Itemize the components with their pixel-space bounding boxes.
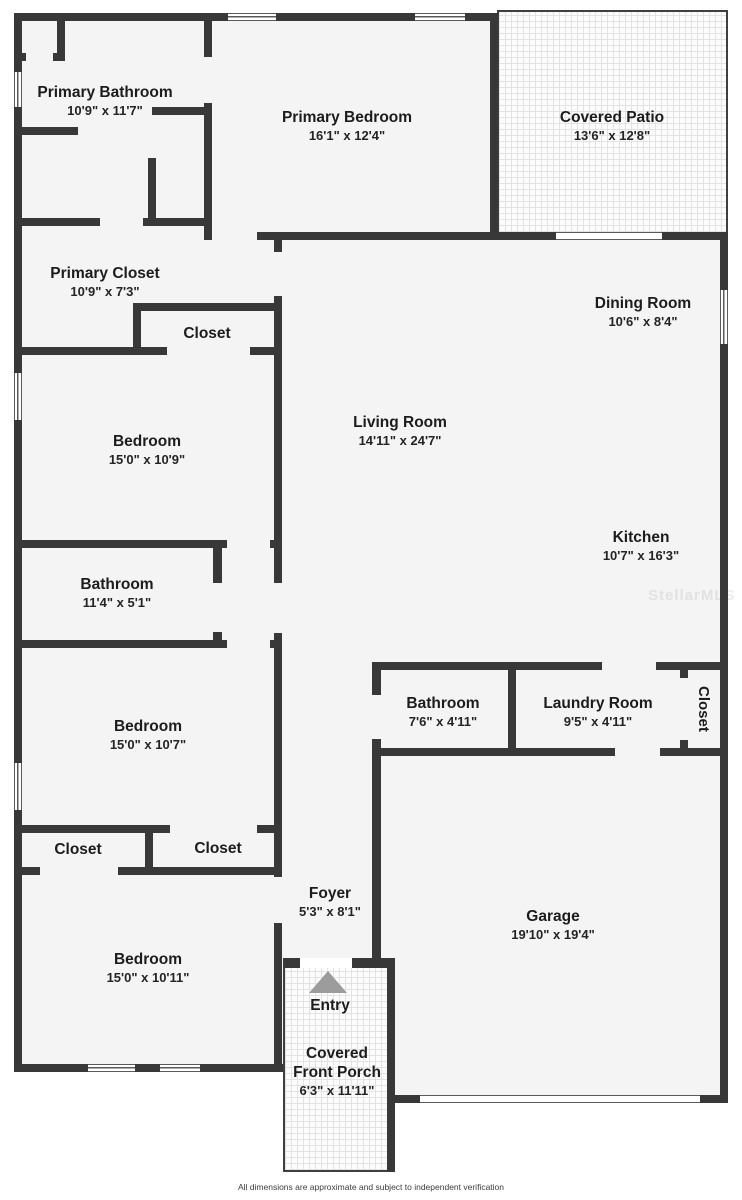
room-dims: 10'9" x 7'3" (70, 284, 140, 299)
door-opening (227, 540, 270, 548)
room-name: Bedroom (113, 951, 183, 968)
sliding-door (556, 232, 662, 240)
door-opening (100, 218, 143, 226)
door-opening (274, 583, 282, 633)
door-opening (170, 825, 257, 833)
door-opening (300, 958, 352, 968)
entry-arrow-icon (309, 971, 347, 993)
door-opening (40, 867, 118, 875)
room-name: Bathroom (80, 576, 154, 593)
room-label-living-room (353, 413, 447, 449)
door-opening (167, 347, 250, 355)
room-label-primary-bedroom (282, 108, 412, 144)
room-dims: 10'6" x 8'4" (608, 314, 678, 329)
window (720, 290, 728, 344)
room-label-bathroom-2 (406, 694, 479, 730)
room-label-closet-bottom-mid (194, 839, 241, 858)
room-dims: 9'5" x 4'11" (563, 714, 633, 729)
wall (490, 13, 498, 240)
room-dims: 6'3" x 11'11" (299, 1083, 375, 1098)
floor-area (283, 660, 383, 972)
door-opening (615, 748, 660, 756)
wall (148, 158, 156, 220)
room-label-laundry-room (543, 694, 652, 730)
window (160, 1064, 200, 1072)
wall (372, 748, 728, 756)
wall (14, 1064, 283, 1072)
room-name: Primary Closet (50, 265, 160, 282)
door-opening (26, 53, 53, 61)
room-name: Primary Bathroom (37, 84, 173, 101)
room-dims: 10'7" x 16'3" (602, 548, 680, 563)
room-name: Bedroom (113, 718, 183, 735)
garage-door (420, 1095, 700, 1103)
room-dims: 10'9" x 11'7" (67, 103, 143, 118)
room-label-closet-right (695, 673, 712, 745)
room-dims: 5'3" x 8'1" (299, 904, 361, 919)
room-label-closet-top (183, 324, 230, 343)
room-label-covered-front-porch (285, 1044, 389, 1099)
window (14, 72, 22, 107)
room-label-bathroom-1 (80, 575, 153, 611)
door-opening (213, 583, 222, 632)
wall (14, 127, 78, 135)
door-opening (602, 662, 656, 670)
room-name: Entry (310, 997, 350, 1014)
room-name: Covered Patio (559, 109, 665, 126)
room-name: Closet (183, 325, 231, 342)
room-name: Living Room (353, 414, 447, 431)
room-dims: 15'0" x 10'11" (106, 970, 190, 985)
room-dims: 15'0" x 10'7" (109, 737, 187, 752)
room-name: Bathroom (406, 695, 480, 712)
room-dims: 19'10" x 19'4" (511, 927, 595, 942)
room-label-garage (511, 907, 595, 943)
wall (372, 756, 381, 963)
door-opening (372, 695, 381, 739)
room-label-entry (310, 996, 350, 1015)
wall (274, 296, 282, 1064)
room-name: Garage (526, 908, 580, 925)
watermark: StellarMLS (648, 587, 736, 604)
room-label-foyer (299, 884, 361, 920)
door-opening (227, 640, 270, 648)
window (228, 13, 276, 21)
door-opening (204, 57, 212, 103)
wall (508, 662, 516, 756)
wall (204, 13, 212, 240)
disclaimer-text: All dimensions are approximate and subject to independent verification (237, 1182, 505, 1192)
wall (133, 303, 282, 311)
room-label-dining-room (595, 294, 691, 330)
room-name: Closet (695, 686, 712, 732)
wall (372, 662, 728, 670)
room-name: Covered Front Porch (293, 1045, 381, 1081)
room-name: Laundry Room (543, 695, 653, 712)
room-dims: 15'0" x 10'9" (108, 452, 186, 467)
room-name: Kitchen (612, 529, 670, 546)
room-label-bedroom-2 (110, 717, 186, 753)
room-label-covered-patio (560, 108, 664, 144)
window (14, 763, 22, 810)
room-label-bedroom-1 (109, 432, 185, 468)
room-label-bedroom-3 (107, 950, 190, 986)
room-label-closet-bottom-left (54, 840, 101, 859)
room-name: Closet (54, 841, 102, 858)
room-name: Bedroom (112, 433, 182, 450)
window (88, 1064, 135, 1072)
room-dims: 13'6" x 12'8" (573, 128, 651, 143)
room-dims: 16'1" x 12'4" (308, 128, 386, 143)
wall (274, 240, 282, 252)
room-name: Foyer (308, 885, 352, 902)
door-opening (680, 678, 688, 740)
room-dims: 11'4" x 5'1" (82, 595, 152, 610)
room-name: Closet (194, 840, 242, 857)
room-dims: 14'11" x 24'7" (358, 433, 442, 448)
door-opening (274, 877, 282, 923)
window (415, 13, 465, 21)
room-label-kitchen (603, 528, 679, 564)
door-opening (212, 232, 257, 240)
room-label-primary-closet (50, 264, 159, 300)
room-dims: 7'6" x 4'11" (408, 714, 478, 729)
room-name: Dining Room (594, 295, 692, 312)
room-label-primary-bathroom (37, 83, 172, 119)
room-name: Primary Bedroom (281, 109, 413, 126)
window (14, 373, 22, 420)
